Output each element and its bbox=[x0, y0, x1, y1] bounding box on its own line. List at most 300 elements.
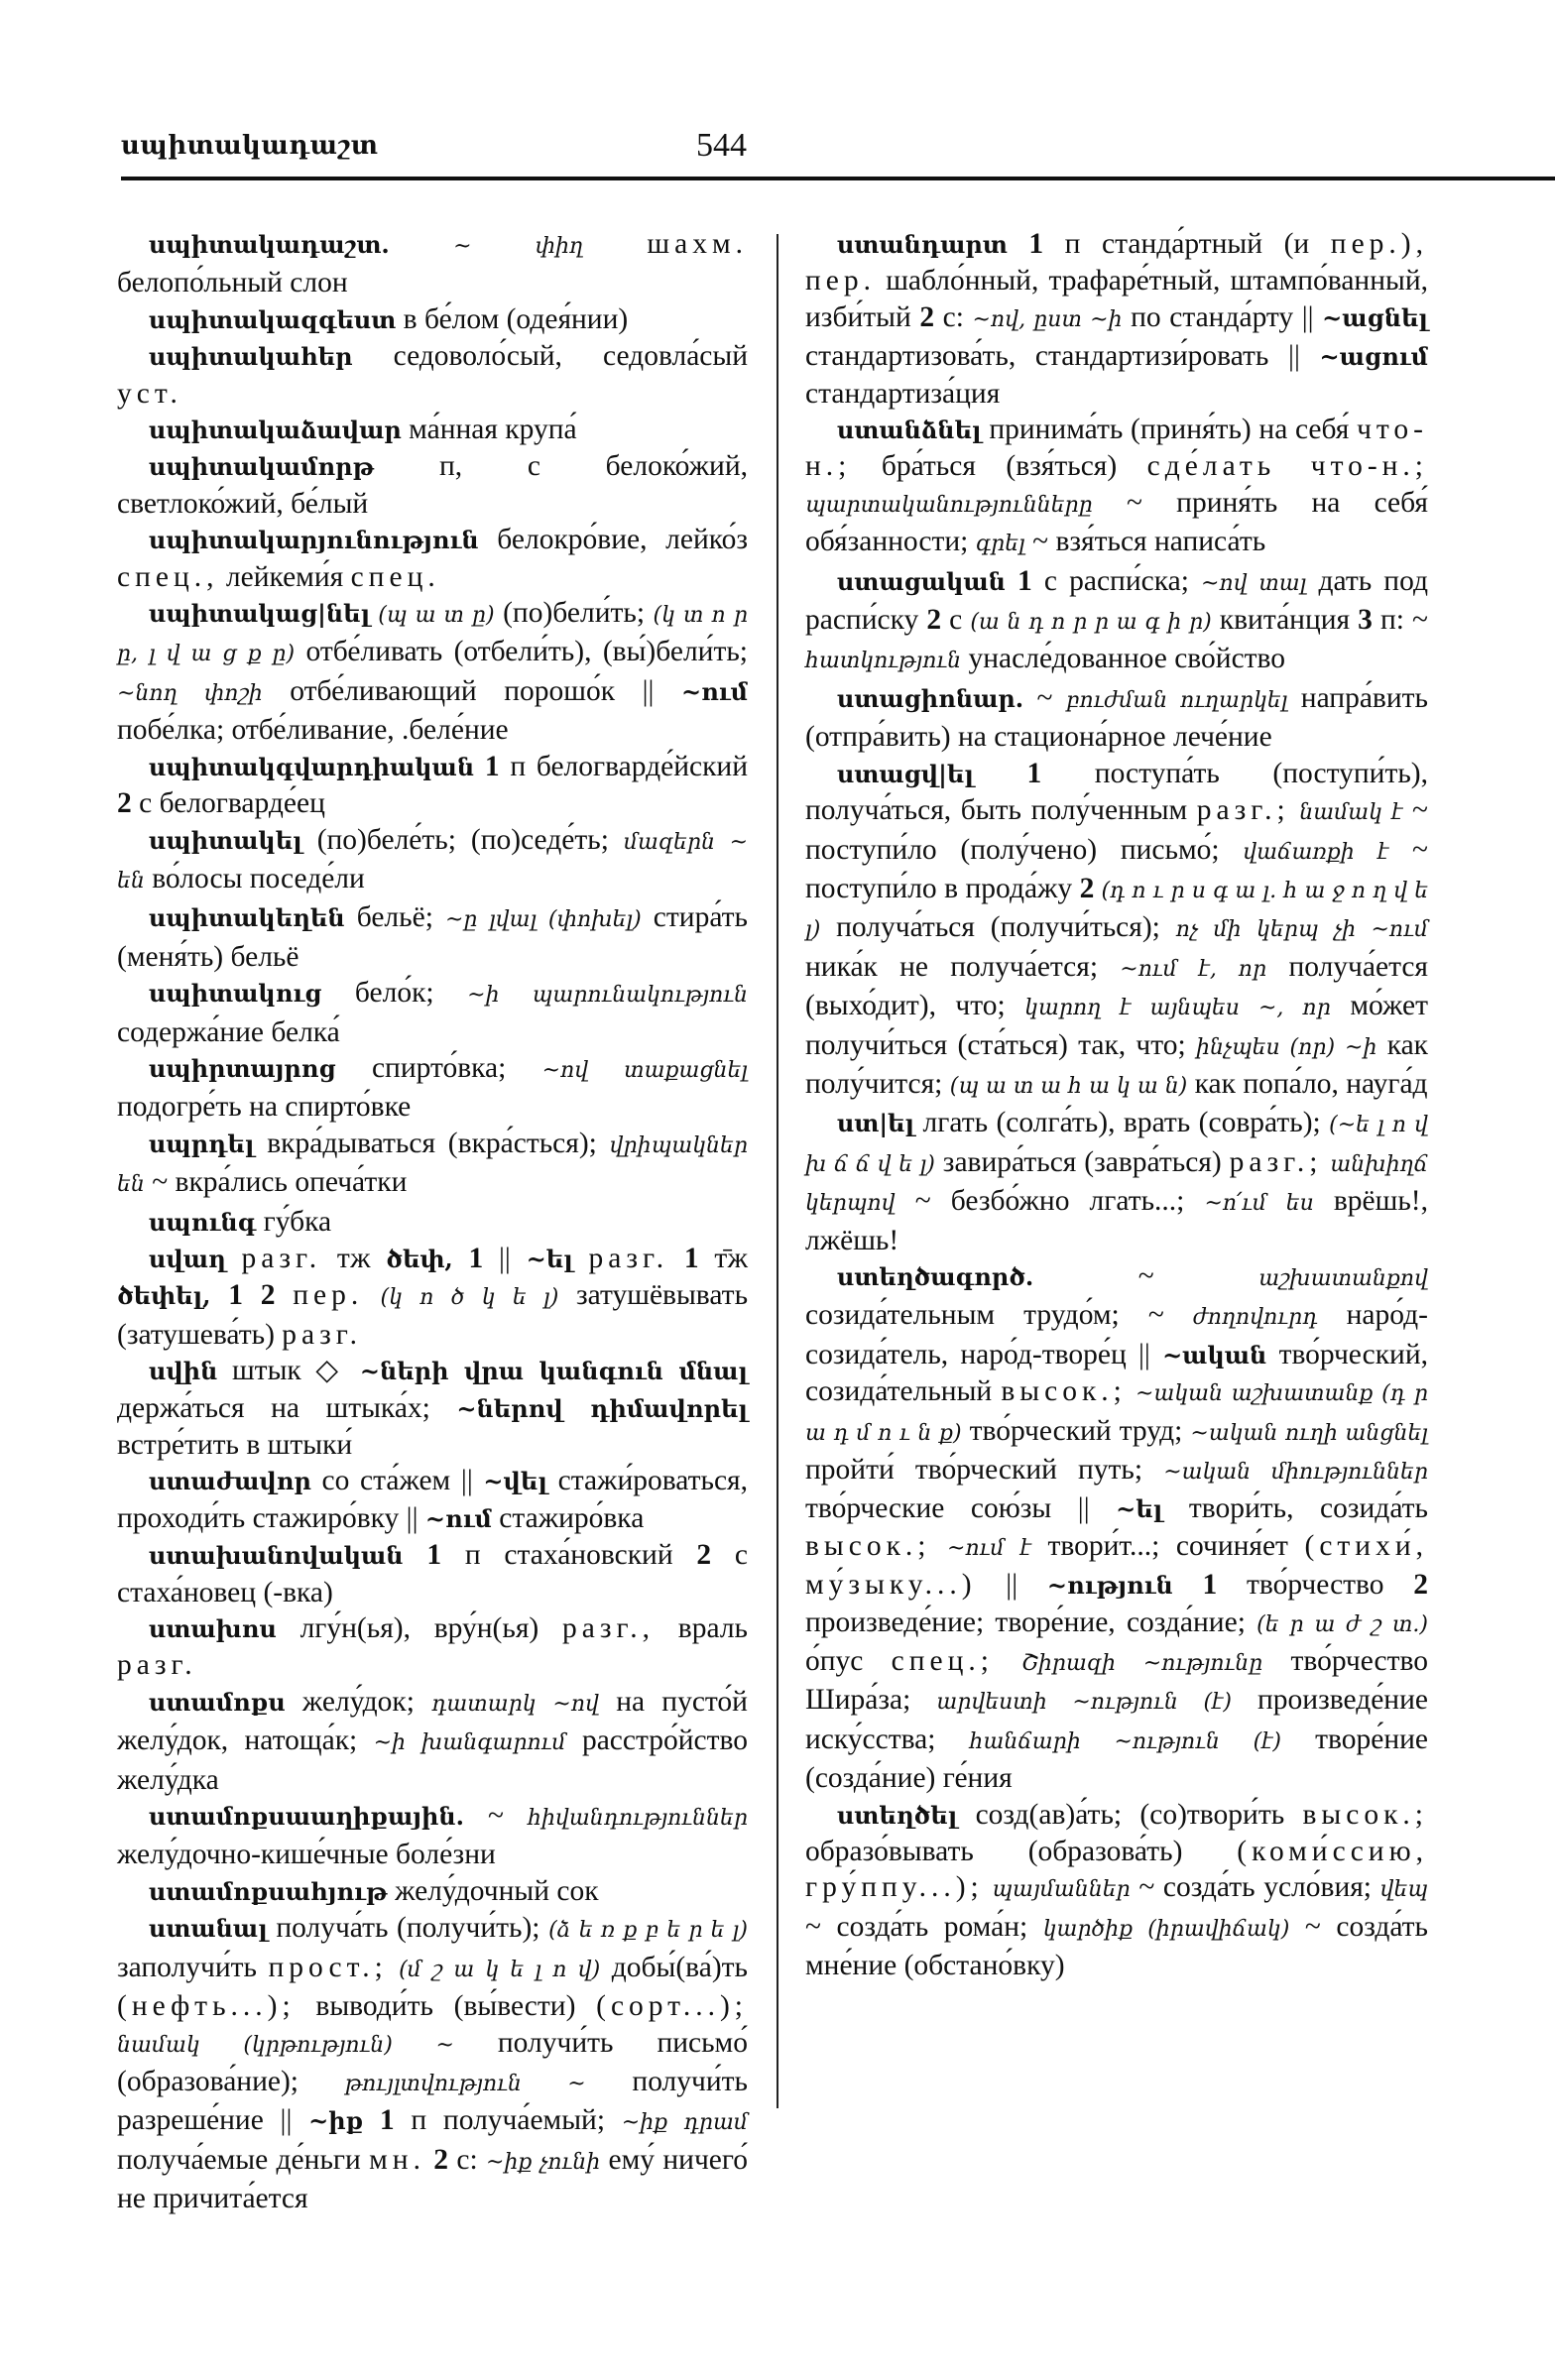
russian-text: принима́ть (приня́ть) на себя́ bbox=[981, 414, 1358, 446]
russian-text: тво́рчество Шира́за; bbox=[805, 1645, 1428, 1717]
russian-text: враль bbox=[655, 1612, 748, 1645]
russian-text: получа́емые де́ньги bbox=[117, 2143, 370, 2176]
russian-text: квита́нция bbox=[1211, 604, 1359, 637]
russian-text bbox=[226, 1243, 242, 1274]
russian-text: п станда́ртный (и bbox=[1043, 228, 1331, 260]
armenian-phrase: ~ում է bbox=[947, 1535, 1031, 1561]
russian-text: расстро́йство желу́дка bbox=[117, 1725, 748, 1796]
russian-text: ~ приня́ть на себя́ обя́занности; bbox=[805, 486, 1428, 558]
dictionary-entry bbox=[117, 1126, 748, 1204]
russian-text bbox=[974, 758, 1027, 789]
russian-text: получи́ть разреше́ние || bbox=[117, 2065, 748, 2137]
armenian-phrase: (կ ո ծ կ ե լ) bbox=[363, 1285, 559, 1311]
russian-text: побе́лка; отбе́ливание, .беле́ние bbox=[117, 714, 509, 747]
armenian-phrase: ժողովուրդ bbox=[1192, 1305, 1318, 1331]
russian-text: штык ◇ bbox=[217, 1355, 360, 1387]
dictionary-entry bbox=[117, 595, 748, 749]
dictionary-entry bbox=[117, 1204, 748, 1241]
armenian-phrase: (ա ն դ ո ր ր ա գ ի ր) bbox=[970, 610, 1212, 636]
dictionary-entry bbox=[117, 899, 748, 975]
usage-label: пер. bbox=[805, 265, 877, 298]
russian-text: ~ bbox=[1033, 1259, 1259, 1292]
headword: սպրդել bbox=[149, 1129, 255, 1158]
headword: ~ացում bbox=[1319, 342, 1428, 372]
dictionary-entry bbox=[117, 1684, 748, 1798]
russian-text: с стаха́новец (-вка) bbox=[117, 1539, 749, 1608]
russian-text: дать под распи́ску bbox=[805, 564, 1429, 637]
russian-text: (по)беле́ть; (по)седе́ть; bbox=[301, 823, 624, 856]
russian-text: ~ вкра́лись опеча́тки bbox=[144, 1166, 408, 1199]
dictionary-entry bbox=[805, 1105, 1428, 1258]
russian-text: лгу́н(ья), вру́н(ья) bbox=[276, 1612, 562, 1645]
russian-text: содержа́ние белка́ bbox=[117, 1015, 340, 1048]
russian-text: тж bbox=[321, 1242, 387, 1274]
russian-text bbox=[994, 1645, 1021, 1677]
usage-label: разг. bbox=[117, 1649, 197, 1682]
dictionary-entry bbox=[805, 680, 1428, 756]
russian-text: ~ созда́ть мне́ние (обстано́вку) bbox=[805, 1910, 1428, 1982]
header-rule bbox=[121, 177, 1555, 180]
dictionary-entry bbox=[117, 749, 748, 822]
armenian-phrase: (~ե լ ո վ խ ճ ճ վ ե լ) bbox=[805, 1113, 1428, 1177]
column-divider bbox=[777, 234, 778, 2108]
headword: սպիտակգվարդիական bbox=[149, 752, 475, 781]
dictionary-entry bbox=[805, 1258, 1428, 1797]
usage-label: шахм. bbox=[647, 228, 748, 260]
headword: սվաղ bbox=[149, 1244, 226, 1273]
armenian-phrase: ~ի խանգարում bbox=[373, 1730, 566, 1756]
armenian-phrase: Շիրազի ~ությունը bbox=[1021, 1651, 1263, 1677]
sense-number: 2 bbox=[433, 2143, 449, 2176]
russian-text bbox=[474, 751, 485, 782]
russian-text bbox=[404, 1539, 427, 1571]
headword: ստանալ bbox=[149, 1914, 268, 1944]
russian-text bbox=[583, 228, 647, 260]
usage-label: разг.; bbox=[1229, 1145, 1323, 1178]
russian-text bbox=[931, 1530, 948, 1562]
russian-text: п стаха́новский bbox=[441, 1539, 697, 1572]
russian-text: ника́к не получа́ется; bbox=[805, 950, 1121, 983]
headword: ~վել bbox=[483, 1467, 547, 1496]
usage-label: уст. bbox=[117, 377, 182, 410]
russian-text: шабло́нный, трафаре́тный, штампо́ванный, изби́тый bbox=[805, 265, 1428, 333]
sense-number: 1 bbox=[1017, 564, 1032, 597]
running-head: սպիտակադաշտ bbox=[121, 131, 379, 161]
russian-text bbox=[453, 1243, 469, 1274]
headword: ստախոս bbox=[149, 1614, 277, 1644]
headword: սպիտակել bbox=[149, 825, 302, 855]
russian-text bbox=[363, 2104, 380, 2136]
russian-text: заполучи́ть bbox=[117, 1951, 269, 1983]
russian-text: п белогварде́йский bbox=[499, 750, 748, 782]
russian-text: завира́ться (завра́ться) bbox=[934, 1145, 1230, 1178]
russian-text: врёшь!, лжёшь! bbox=[805, 1185, 1428, 1256]
armenian-phrase: ոչ մի կերպ չի ~ում bbox=[1175, 917, 1429, 943]
armenian-phrase: թույլտվություն ~ bbox=[344, 2071, 586, 2096]
russian-text: ~ bbox=[463, 1800, 529, 1833]
russian-text: выводи́ть (вы́вести) bbox=[295, 1990, 597, 2023]
russian-text bbox=[1290, 794, 1300, 826]
armenian-phrase: նամակ է bbox=[1299, 800, 1403, 826]
russian-text: п получа́емый; bbox=[394, 2104, 622, 2137]
headword: սվին bbox=[149, 1357, 218, 1386]
russian-text: получи́ть письмо́ (образова́ние); bbox=[117, 2026, 748, 2097]
right-column bbox=[805, 226, 1428, 1984]
usage-label: разг., bbox=[562, 1612, 656, 1645]
russian-text bbox=[668, 1243, 684, 1274]
russian-text: твори́ть, созида́ть bbox=[1162, 1492, 1428, 1525]
usage-label: сде́лать что-н.; bbox=[1146, 450, 1429, 483]
russian-text: стандартиза́ция bbox=[805, 377, 1001, 410]
usage-label: пер.), bbox=[1330, 228, 1429, 260]
dictionary-entry bbox=[805, 226, 1428, 412]
russian-text: затушёвывать (затушева́ть) bbox=[117, 1279, 749, 1351]
usage-label: высок.; bbox=[805, 1529, 931, 1562]
russian-text: седоволо́сый, седовла́сый bbox=[352, 340, 748, 373]
armenian-phrase: ~ական միություններ bbox=[1163, 1460, 1428, 1485]
headword: սպիտակամորթ bbox=[149, 452, 375, 482]
russian-text: стандартизова́ть, стандартизи́ровать || bbox=[805, 340, 1320, 373]
russian-text: на пусто́й желу́док, натоща́к; bbox=[117, 1685, 748, 1757]
armenian-phrase: վրիպակներ են bbox=[117, 1132, 748, 1198]
armenian-phrase: ~ում է, որ bbox=[1120, 956, 1267, 982]
sense-number: 1 2 bbox=[228, 1279, 276, 1312]
russian-text bbox=[1006, 565, 1017, 597]
russian-text: во́лосы поседе́ли bbox=[144, 862, 365, 894]
russian-text bbox=[1173, 1569, 1203, 1601]
usage-label: спец.; bbox=[891, 1645, 994, 1678]
russian-text: с: bbox=[934, 300, 973, 333]
armenian-phrase: (մ շ ա կ ե լ ո վ) bbox=[387, 1957, 601, 1982]
russian-text: наро́д-созида́тель, наро́д-творе́ц || bbox=[805, 1299, 1428, 1370]
headword: սպիտակուց bbox=[149, 979, 322, 1009]
headword: ~ում bbox=[424, 1503, 492, 1533]
russian-text: как попа́ло, науга́д bbox=[1187, 1067, 1428, 1100]
headword: ~ություն bbox=[1046, 1571, 1173, 1601]
dictionary-entry bbox=[117, 226, 748, 301]
headword: ստախանովական bbox=[149, 1541, 404, 1571]
russian-text: п, с белоко́жий, светлоко́жий, бе́лый bbox=[117, 450, 748, 520]
russian-text: желу́дочно-кише́чные боле́зни bbox=[117, 1839, 496, 1871]
russian-text: твори́т...; сочиня́ет bbox=[1030, 1529, 1305, 1562]
armenian-phrase: ~նող փոշի bbox=[117, 680, 263, 706]
russian-text: т̄ж bbox=[698, 1242, 749, 1274]
armenian-phrase: գրել bbox=[975, 532, 1025, 557]
headword: ստամոքս bbox=[149, 1687, 286, 1717]
russian-text: ~ поступи́ло в прода́жу bbox=[805, 833, 1428, 904]
dictionary-entry bbox=[117, 822, 748, 900]
russian-text: стира́ть (меня́ть) бельё bbox=[117, 901, 748, 973]
dictionary-entry bbox=[117, 338, 748, 412]
armenian-phrase: ~ը լվալ (փոխել) bbox=[444, 907, 642, 933]
armenian-phrase: հանճարի ~ություն (է) bbox=[969, 1728, 1282, 1754]
headword: ~ել bbox=[1116, 1494, 1163, 1524]
russian-text: ~ безбо́жно лгать...; bbox=[895, 1185, 1205, 1218]
armenian-phrase: կարող է այնպես ~, որ bbox=[1024, 996, 1331, 1021]
headword: ստանձնել bbox=[837, 416, 982, 445]
dictionary-entry bbox=[805, 756, 1428, 1106]
headword: սպիտակարյունություն bbox=[149, 526, 479, 555]
armenian-phrase: անխիղճ կերպով bbox=[805, 1151, 1429, 1217]
russian-text: произведе́ние иску́сства; bbox=[805, 1684, 1428, 1755]
armenian-phrase: (պ ա տ ա հ ա կ ա ն) bbox=[949, 1073, 1188, 1099]
headword: ստանդարտ bbox=[837, 230, 1008, 259]
usage-label: пер. bbox=[293, 1279, 364, 1312]
headword: ստաժավոր bbox=[149, 1467, 311, 1496]
armenian-phrase: արվեստի ~ություն (է) bbox=[936, 1690, 1232, 1716]
armenian-phrase: դատարկ ~ով bbox=[431, 1691, 599, 1717]
armenian-phrase: նամակ (կրթություն) ~ bbox=[117, 2032, 454, 2058]
russian-text: получа́ть (получи́ть); bbox=[267, 1912, 549, 1945]
russian-text: с: bbox=[448, 2143, 486, 2176]
armenian-phrase: պայմաններ bbox=[992, 1877, 1131, 1903]
russian-text bbox=[211, 1279, 229, 1311]
armenian-phrase: պարտականությունները bbox=[805, 492, 1093, 518]
dictionary-entry bbox=[117, 301, 748, 338]
headword: սպիտակեղեն bbox=[149, 903, 345, 933]
russian-text: || bbox=[483, 1242, 527, 1274]
usage-label: разг. bbox=[588, 1242, 669, 1274]
russian-text: (по)бели́ть; bbox=[494, 597, 654, 630]
russian-text: с bbox=[941, 604, 971, 637]
sense-number: 1 bbox=[379, 2104, 395, 2137]
armenian-phrase: բուժման ուղարկել bbox=[1065, 687, 1288, 713]
russian-text: бра́ться (взя́ться) bbox=[851, 450, 1147, 483]
dictionary-entry bbox=[117, 1873, 748, 1910]
russian-text: мо́жет получи́ться (ста́ться) так, что; bbox=[805, 990, 1428, 1061]
headword: ~ներով դիմավորել bbox=[456, 1393, 748, 1423]
russian-text: добы́(ва́)ть bbox=[600, 1951, 748, 1983]
russian-text: напра́вить (отпра́вить) на стациона́рное лече́ние bbox=[805, 681, 1428, 754]
russian-text: получа́ться (получи́ться); bbox=[820, 911, 1176, 944]
dictionary-entry bbox=[117, 1798, 748, 1873]
dictionary-entry bbox=[117, 1910, 748, 2216]
usage-label: разг.; bbox=[1196, 794, 1290, 827]
russian-text: тво́рческие сою́зы || bbox=[805, 1492, 1117, 1525]
russian-text: лейкеми́я bbox=[218, 560, 351, 593]
armenian-phrase: ~ի պարունակություն bbox=[467, 983, 748, 1009]
dictionary-entry bbox=[117, 1241, 748, 1353]
russian-text bbox=[390, 228, 453, 260]
sense-number: 1 bbox=[1026, 757, 1042, 789]
dictionary-entry bbox=[117, 448, 748, 522]
russian-text: о́пус bbox=[805, 1645, 892, 1678]
russian-text: созида́тельным трудо́м; ~ bbox=[805, 1299, 1193, 1332]
dictionary-entry bbox=[117, 1537, 748, 1610]
usage-label: (нефть...); bbox=[117, 1990, 296, 2023]
russian-text: ~ созда́ть усло́вия; bbox=[1130, 1871, 1380, 1904]
headword: ~ական bbox=[1162, 1340, 1267, 1369]
sense-number: 1 bbox=[1028, 228, 1044, 260]
russian-text: держа́ться на штыка́х; bbox=[117, 1391, 457, 1424]
russian-text: лгать (солга́ть), врать (совра́ть); bbox=[914, 1107, 1330, 1139]
russian-text: п: ~ bbox=[1372, 604, 1428, 637]
usage-label: (сорт...); bbox=[596, 1990, 748, 2023]
russian-text: желу́док; bbox=[285, 1685, 432, 1718]
armenian-phrase: աշխատանքով bbox=[1258, 1265, 1428, 1291]
armenian-phrase: (պ ա տ ը) bbox=[370, 603, 495, 629]
armenian-phrase: ~իք չունի bbox=[485, 2149, 601, 2175]
russian-text: || bbox=[976, 1569, 1047, 1602]
russian-text: тво́рчество bbox=[1217, 1569, 1414, 1602]
russian-text: как полу́чится; bbox=[805, 1028, 1428, 1100]
dictionary-entry bbox=[805, 563, 1428, 680]
dictionary-entry bbox=[117, 1610, 748, 1684]
armenian-phrase: ~ով տալ bbox=[1201, 570, 1307, 596]
russian-text: ~ поступи́ло (полу́чено) письмо́; bbox=[805, 794, 1429, 866]
russian-text: встре́тить в штыки́ bbox=[117, 1429, 353, 1461]
headword: ստացական bbox=[837, 566, 1006, 596]
russian-text: стажи́роваться, проходи́ть стажиро́вку || bbox=[117, 1465, 748, 1534]
armenian-phrase: (ե ր ա ժ շ տ.) bbox=[1256, 1611, 1428, 1637]
russian-text: ~ bbox=[1023, 681, 1066, 714]
page-header bbox=[121, 127, 1555, 178]
armenian-phrase: ~իք դրամ bbox=[621, 2110, 749, 2136]
russian-text: белопо́льный слон bbox=[117, 267, 348, 299]
russian-text: со ста́жем || bbox=[310, 1465, 484, 1497]
usage-label: мн. bbox=[369, 2143, 425, 2176]
sense-number: 1 bbox=[683, 1242, 699, 1274]
russian-text: тво́рческий труд; bbox=[961, 1414, 1191, 1447]
russian-text: подогре́ть на спирто́вке bbox=[117, 1091, 412, 1124]
sense-number: 2 bbox=[919, 300, 935, 333]
headword: սպիտակադաշտ. bbox=[149, 230, 390, 259]
sense-number: 2 bbox=[696, 1539, 712, 1572]
headword: ստեղծել bbox=[837, 1800, 958, 1830]
russian-text: поступа́ть (поступи́ть), получа́ться, быть полу́ченным bbox=[805, 757, 1428, 827]
sense-number: 1 bbox=[426, 1539, 442, 1572]
armenian-phrase: վեպ bbox=[1379, 1877, 1428, 1903]
russian-text: произведе́ние; творе́ние, созда́ние; bbox=[805, 1606, 1257, 1638]
usage-label: спец., bbox=[117, 560, 219, 593]
usage-label: прост.; bbox=[268, 1951, 388, 1983]
page-number: 544 bbox=[696, 127, 747, 164]
russian-text: ~ созда́ть рома́н; bbox=[805, 1910, 1043, 1943]
russian-text: получа́ется (выхо́дит), что; bbox=[805, 950, 1428, 1022]
headword: ստ|ել bbox=[837, 1109, 915, 1138]
russian-text: созд(ав)а́ть; (со)твори́ть bbox=[957, 1798, 1303, 1831]
armenian-phrase: ~ո՛ւմ ես bbox=[1204, 1191, 1314, 1217]
dictionary-entry bbox=[117, 1050, 748, 1126]
russian-text bbox=[1127, 1375, 1136, 1407]
dictionary-entry bbox=[117, 975, 748, 1050]
russian-text bbox=[1008, 228, 1029, 260]
armenian-phrase: ինչպես (որ) ~ի bbox=[1195, 1034, 1377, 1060]
usage-label: что-н.; bbox=[805, 414, 1428, 483]
armenian-phrase: վաճառքի է bbox=[1243, 839, 1389, 865]
russian-text: гу́бка bbox=[256, 1205, 332, 1238]
headword: սպիտակազգեստ bbox=[149, 304, 397, 334]
headword: սպիտակաց|նել bbox=[149, 599, 371, 629]
armenian-phrase: (կ տ ո ր ը, լ վ ա ց ք ը) bbox=[117, 603, 748, 667]
usage-label: разг. bbox=[282, 1318, 362, 1351]
headword: ստացվ|ել bbox=[837, 759, 974, 788]
usage-label: (стихи́, му́зыку...) bbox=[805, 1529, 1429, 1602]
russian-text: отбе́ливающий порошо́к || bbox=[262, 674, 681, 707]
sense-number: 1 bbox=[1202, 1569, 1218, 1602]
armenian-phrase: հատկություն bbox=[805, 649, 962, 674]
russian-text: бельё; bbox=[344, 901, 445, 934]
russian-text: тво́рческий, созида́тельный bbox=[805, 1338, 1428, 1408]
russian-text: отбе́ливать (отбели́ть), (вы́)бели́ть; bbox=[295, 636, 748, 668]
russian-text: желу́дочный сок bbox=[387, 1874, 599, 1907]
headword: սպիտակահեր bbox=[149, 342, 353, 372]
armenian-phrase: ~ով տաքացնել bbox=[541, 1057, 748, 1083]
dictionary-entry bbox=[805, 412, 1428, 563]
armenian-phrase: ~ական աշխատանք (դ ր ա դ մ ո ւ ն ք) bbox=[805, 1381, 1429, 1446]
dictionary-entry bbox=[117, 412, 748, 448]
sense-number: 2 bbox=[1413, 1569, 1429, 1602]
armenian-phrase: ~ով, ըստ ~ի bbox=[972, 306, 1123, 332]
russian-text bbox=[573, 1243, 589, 1274]
headword: սպիտակաձավար bbox=[149, 416, 402, 445]
russian-text: пройти́ тво́рческий путь; bbox=[805, 1454, 1164, 1486]
headword: ստացիոնար. bbox=[837, 683, 1024, 713]
sense-number: 2 bbox=[926, 604, 942, 637]
sense-number: 2 bbox=[1079, 872, 1095, 904]
russian-text: с белогварде́ец bbox=[131, 787, 325, 820]
dictionary-entry bbox=[117, 1463, 748, 1537]
armenian-phrase: ~ փիղ bbox=[453, 234, 583, 259]
russian-text: стажиро́вка bbox=[491, 1501, 645, 1534]
armenian-phrase: կարծիք (իրավիճակ) bbox=[1042, 1916, 1290, 1942]
russian-text: образо́вывать (образова́ть) bbox=[805, 1836, 1238, 1868]
sense-number: 2 bbox=[117, 787, 132, 820]
armenian-phrase: (դ ո ւ ր ս գ ա լ․ հ ա ջ ո ղ վ ե լ) bbox=[805, 878, 1429, 943]
armenian-phrase: ~ական ուղի անցնել bbox=[1190, 1420, 1429, 1446]
russian-text: ма́нная крупа́ bbox=[401, 414, 577, 446]
usage-label: (коми́ссию, гру́ппу...); bbox=[805, 1836, 1428, 1904]
headword: սպիրտայրոց bbox=[149, 1053, 336, 1083]
sense-number: 3 bbox=[1358, 604, 1373, 637]
headword: ստամոքսահյութ bbox=[149, 1876, 388, 1906]
russian-text: с распи́ска; bbox=[1031, 564, 1202, 597]
headword: ~ների վրա կանգուն մնալ bbox=[359, 1357, 748, 1386]
headword: ~իք bbox=[308, 2106, 364, 2136]
sense-number: 1 bbox=[484, 750, 500, 782]
headword: ~ացնել bbox=[1322, 302, 1428, 332]
russian-text bbox=[275, 1279, 293, 1311]
sense-number: 1 bbox=[468, 1242, 484, 1274]
headword: ստեղծագործ. bbox=[837, 1261, 1034, 1291]
headword: սպունգ bbox=[149, 1207, 257, 1237]
russian-text: по станда́рту || bbox=[1122, 300, 1323, 333]
usage-label: разг. bbox=[241, 1242, 322, 1274]
russian-text: бело́к; bbox=[321, 977, 468, 1010]
russian-text: белокро́вие, лейко́з bbox=[478, 524, 748, 556]
russian-text: ~ взя́ться написа́ть bbox=[1024, 526, 1266, 558]
russian-text: вкра́дываться (вкра́сться); bbox=[254, 1127, 610, 1159]
armenian-phrase: (ձ ե ռ ք բ ե ր ե լ) bbox=[548, 1918, 748, 1944]
dictionary-entry bbox=[805, 1797, 1428, 1984]
russian-text: в бе́лом (одея́нии) bbox=[396, 302, 629, 335]
dictionary-entry bbox=[117, 1353, 748, 1463]
left-column bbox=[117, 226, 748, 2217]
headword: ~ում bbox=[680, 676, 748, 706]
armenian-phrase: հիվանդություններ bbox=[528, 1806, 748, 1832]
usage-label: спец. bbox=[350, 560, 440, 593]
usage-label: высок.; bbox=[1302, 1798, 1428, 1831]
russian-text: ему́ ничего́ не причита́ется bbox=[117, 2143, 748, 2215]
russian-text: унасле́дованное сво́йство bbox=[961, 643, 1286, 675]
armenian-phrase: մազերն ~ են bbox=[117, 829, 749, 893]
headword: ծեփ, bbox=[386, 1244, 453, 1273]
russian-text: творе́ние (созда́ние) ге́ния bbox=[805, 1723, 1428, 1795]
russian-text: спирто́вка; bbox=[335, 1051, 542, 1084]
usage-label: высок.; bbox=[1001, 1375, 1127, 1408]
headword: ~ել bbox=[526, 1244, 573, 1273]
dictionary-entry bbox=[117, 522, 748, 595]
